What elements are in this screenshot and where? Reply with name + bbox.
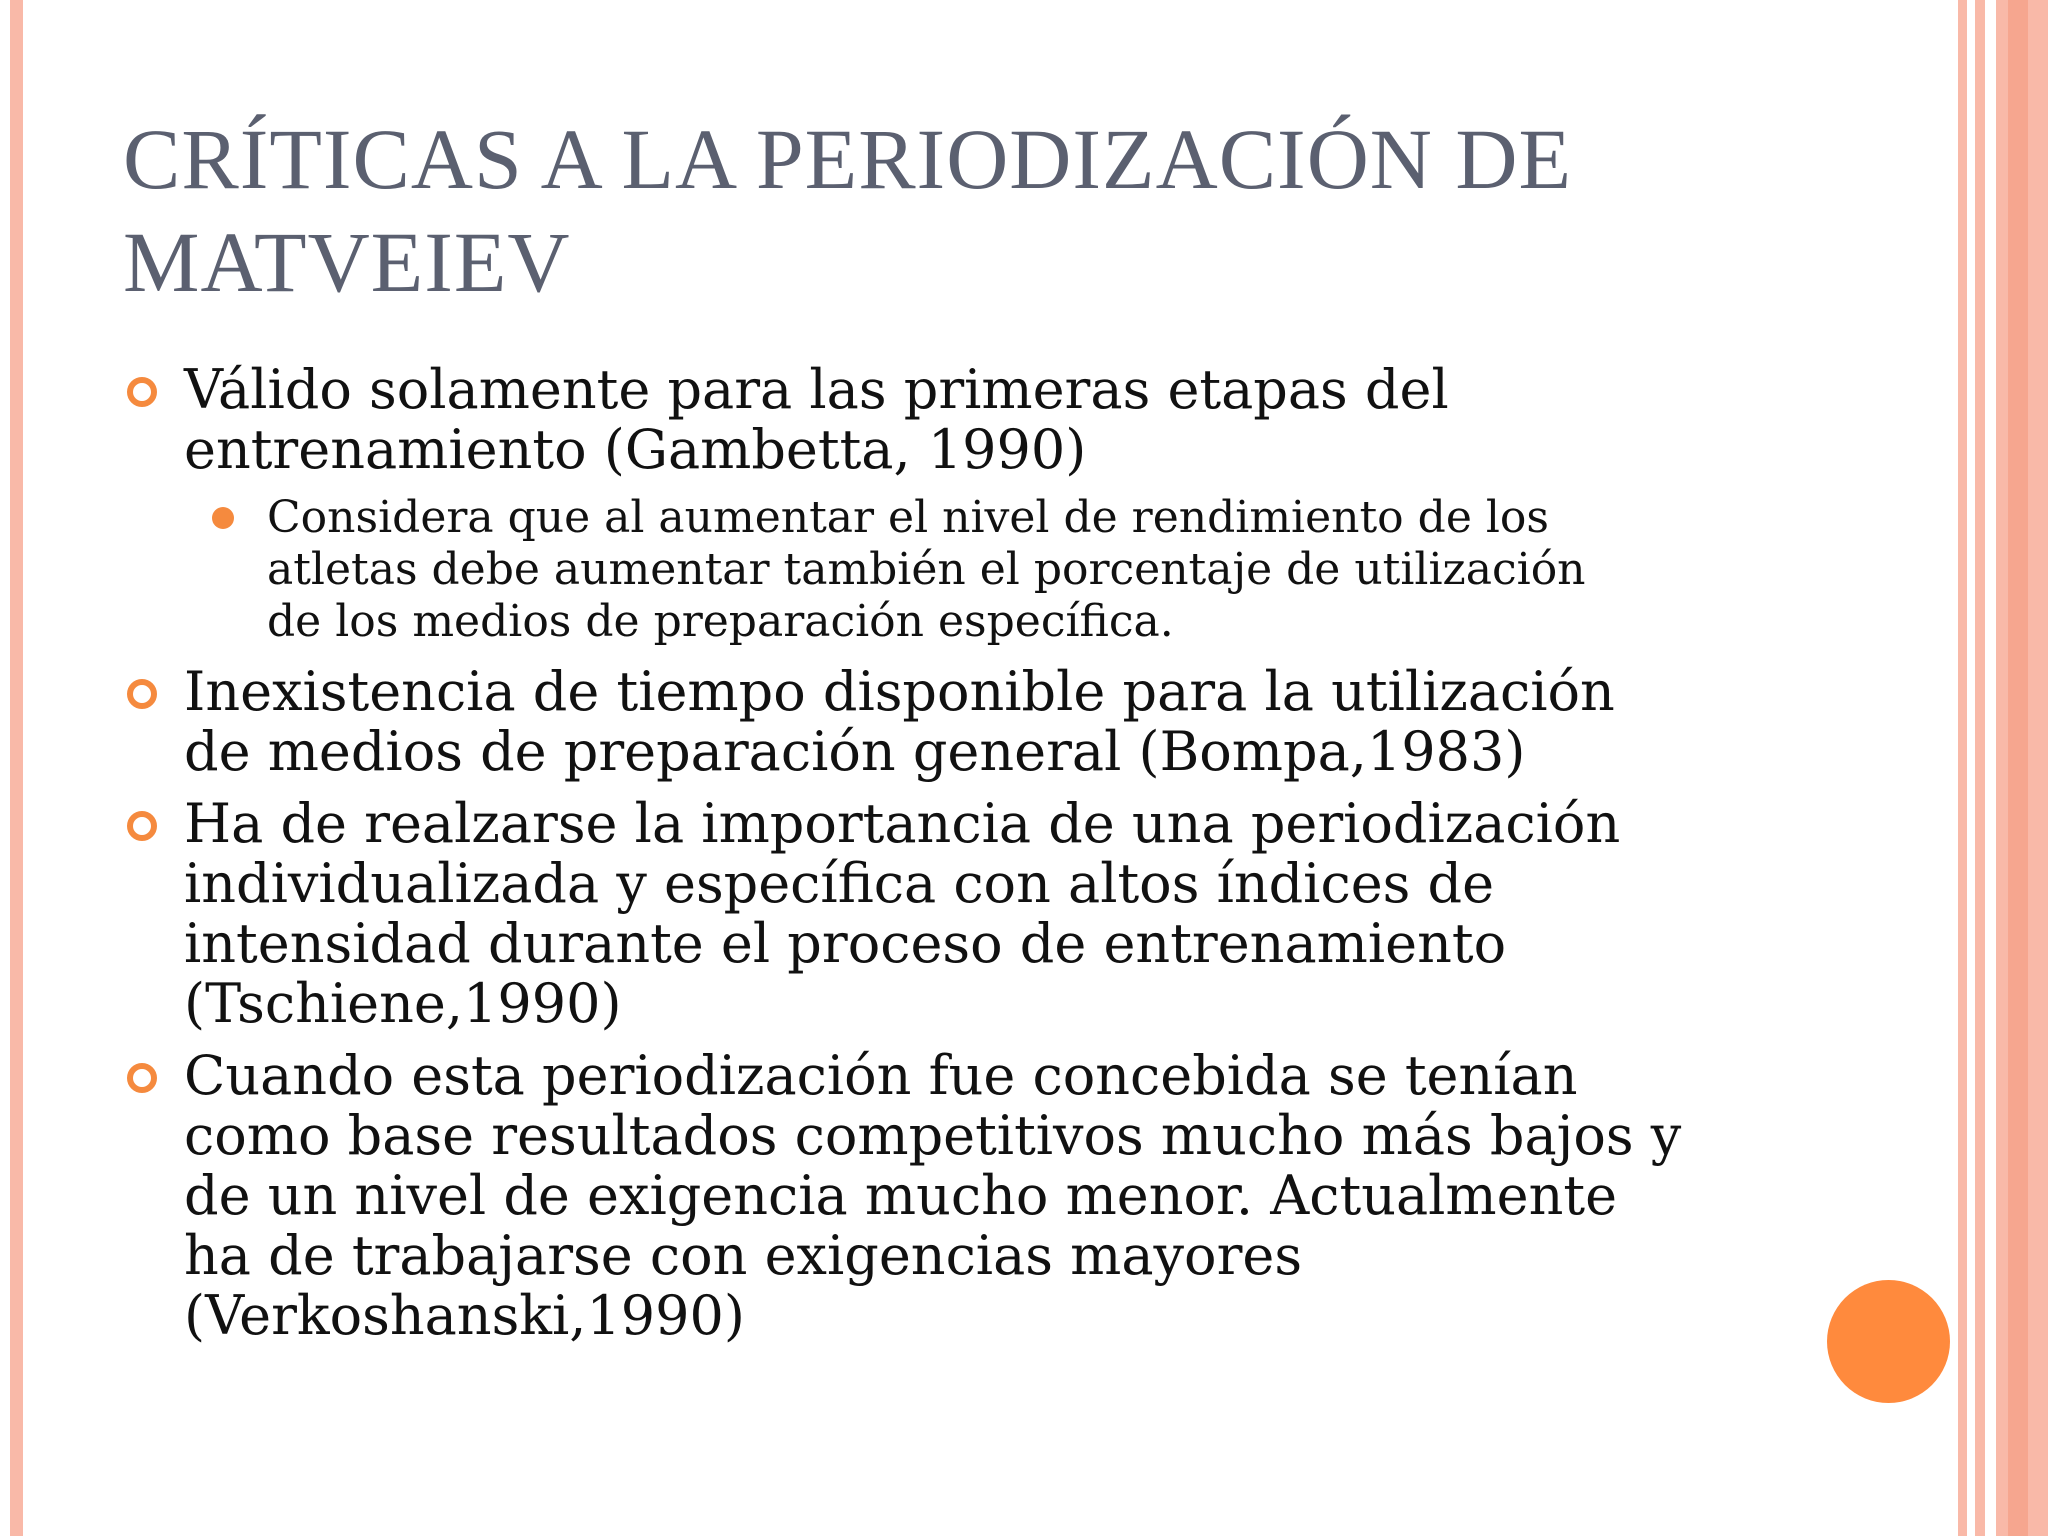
bullet-item-3: [123, 794, 1763, 1034]
bullet-item-2: [123, 662, 1763, 782]
bullet-line: como base resultados competitivos mucho más bajos y: [184, 1104, 1682, 1167]
bullet-line: Inexistencia de tiempo disponible para la utilización: [184, 660, 1615, 723]
bullet-line: (Verkoshanski,1990): [184, 1284, 745, 1347]
bullet-line: individualizada y específica con altos índices de: [184, 852, 1495, 915]
sub-bullet-line: de los medios de preparación específica.: [267, 596, 1174, 647]
ring-bullet-icon: [127, 679, 157, 709]
bullet-line: Cuando esta periodización fue concebida se tenían: [184, 1044, 1578, 1107]
bullet-line: intensidad durante el proceso de entrenamiento: [184, 912, 1507, 975]
ring-bullet-icon: [127, 1063, 157, 1093]
bullet-line: ha de trabajarse con exigencias mayores: [184, 1224, 1303, 1287]
sub-bullet-item-1: [267, 492, 1763, 648]
bullet-line: Válido solamente para las primeras etapas del: [184, 358, 1449, 421]
bullet-item-4: [123, 1046, 1763, 1346]
ring-bullet-icon: [127, 811, 157, 841]
ring-bullet-icon: [127, 377, 157, 407]
bullet-line: Ha de realzarse la importancia de una periodización: [184, 792, 1621, 855]
bullet-line: entrenamiento (Gambetta, 1990): [184, 418, 1087, 481]
sub-bullet-line: atletas debe aumentar también el porcentaje de utilización: [267, 544, 1586, 595]
right-stripe-4: [2008, 0, 2028, 1536]
right-stripe-1: [1958, 0, 1967, 1536]
right-stripe-2: [1975, 0, 1985, 1536]
title-line-2: MATVEIEV: [123, 214, 571, 310]
bullet-list: [123, 360, 1763, 1358]
sub-bullet-line: Considera que al aumentar el nivel de rendimiento de los: [267, 492, 1549, 543]
bullet-line: de un nivel de exigencia mucho menor. Actualmente: [184, 1164, 1618, 1227]
bullet-line: (Tschiene,1990): [184, 972, 622, 1035]
dot-bullet-icon: [212, 507, 234, 529]
orange-circle-decoration: [1827, 1280, 1950, 1403]
bullet-line: de medios de preparación general (Bompa,1983): [184, 720, 1526, 783]
left-stripe: [10, 0, 23, 1536]
title-line-1: CRÍTICAS A LA PERIODIZACIÓN DE: [123, 111, 1573, 207]
bullet-item-1: [123, 360, 1763, 480]
slide-title: [123, 108, 1823, 314]
